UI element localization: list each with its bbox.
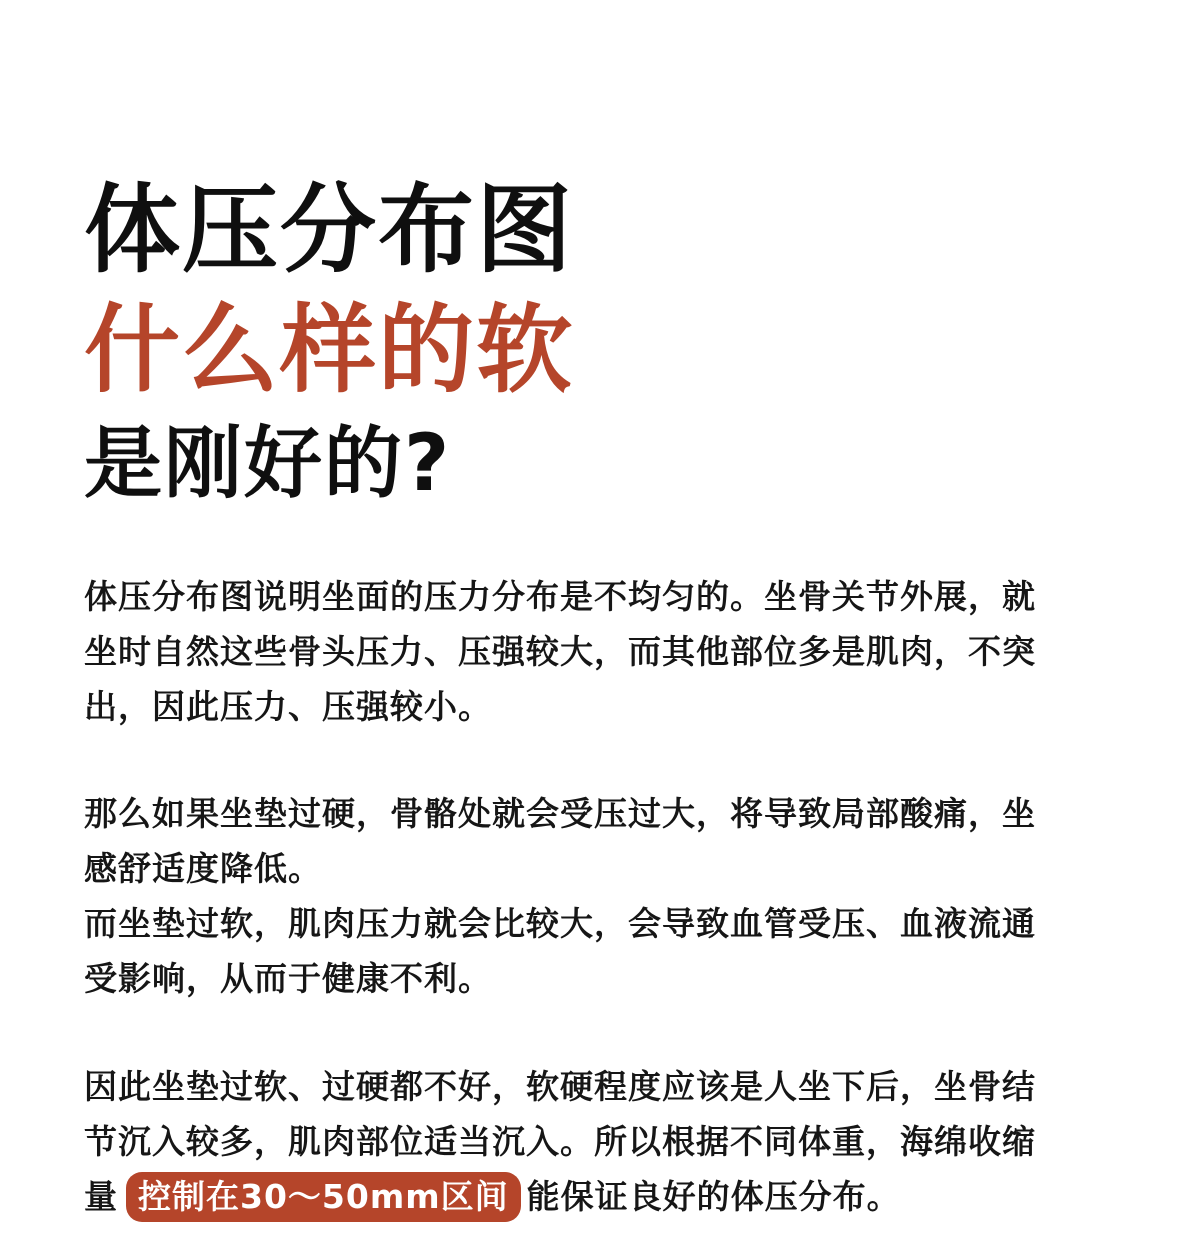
paragraph-conclusion	[84, 1059, 1124, 1224]
paragraph-line: 那么如果坐垫过硬，骨骼处就会受压过大，将导致局部酸痛，坐	[84, 794, 1036, 833]
paragraph-pressure-distribution	[84, 569, 1124, 734]
paragraph-line: 体压分布图说明坐面的压力分布是不均匀的。坐骨关节外展，就	[84, 577, 1036, 616]
last-line-suffix: 能保证良好的体压分布。	[526, 1177, 901, 1216]
headline-line-3: 是刚好的?	[84, 419, 452, 509]
paragraph-hard-vs-soft	[84, 786, 1124, 1006]
headline-line-1: 体压分布图	[84, 174, 574, 286]
headline	[84, 170, 574, 514]
last-line-prefix: 量	[84, 1177, 118, 1216]
paragraph-line: 节沉入较多，肌肉部位适当沉入。所以根据不同体重，海绵收缩	[84, 1122, 1036, 1161]
paragraph-line: 坐时自然这些骨头压力、压强较大，而其他部位多是肌肉，不突	[84, 632, 1036, 671]
paragraph-line: 而坐垫过软，肌肉压力就会比较大，会导致血管受压、血液流通	[84, 904, 1036, 943]
paragraph-line: 因此坐垫过软、过硬都不好，软硬程度应该是人坐下后，坐骨结	[84, 1067, 1036, 1106]
paragraph-line: 受影响，从而于健康不利。	[84, 959, 492, 998]
paragraph-line: 出，因此压力、压强较小。	[84, 687, 492, 726]
highlight-badge: 控制在30～50mm区间	[126, 1172, 521, 1222]
paragraph-last-line	[84, 1169, 1124, 1224]
paragraph-line: 感舒适度降低。	[84, 849, 322, 888]
headline-line-2-accent: 什么样的软	[84, 294, 574, 406]
